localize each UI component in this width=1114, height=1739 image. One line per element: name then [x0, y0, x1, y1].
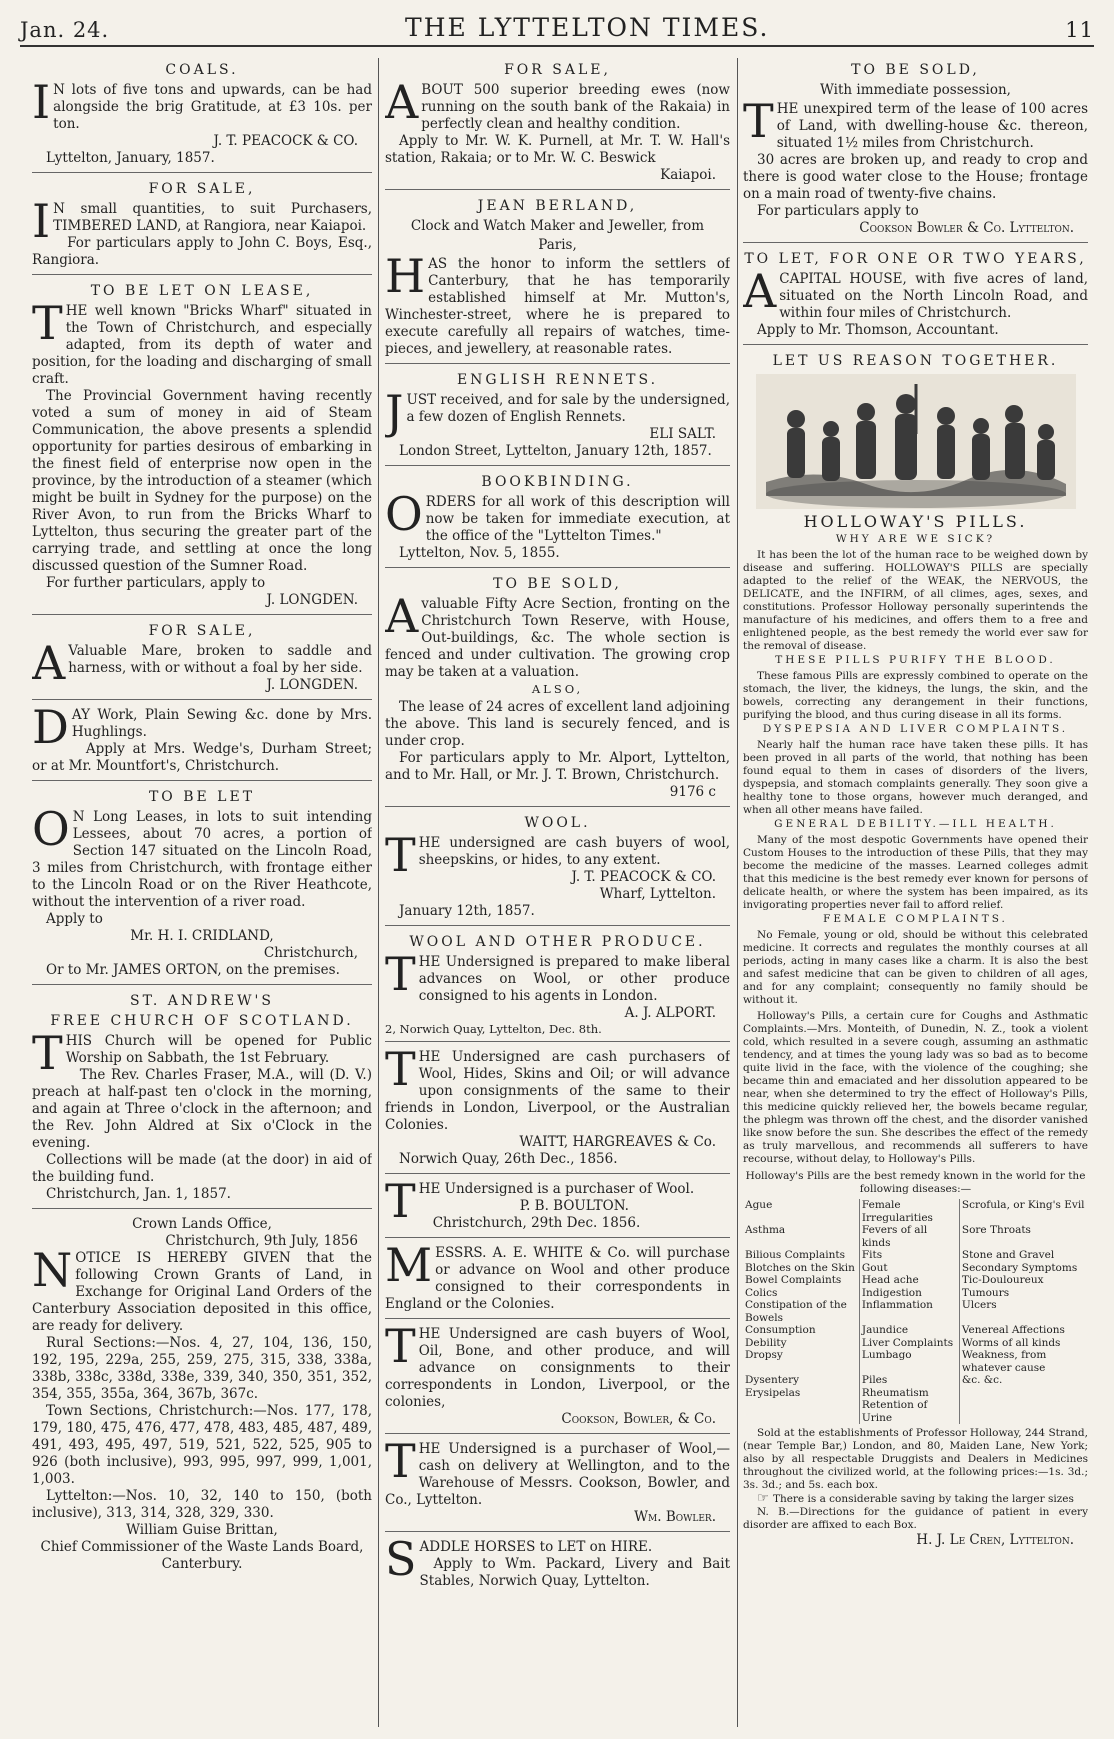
ad-saddle-horses: [385, 1532, 730, 1595]
ad-apply: For particulars apply to John C. Boys, Esq., Rangiora.: [32, 235, 372, 268]
ad-free-church: [32, 989, 372, 1209]
sold-at: Sold at the establishments of Professor Holloway, 244 Strand, (near Temple Bar,) London, and 80, Maiden Lane, New York; also by all respectable Druggists and Dealers in Medicines throughout the civilized world, at the following prices:—1s. 3d.; 3s. 3d.; and 5s. each box.: [743, 1427, 1088, 1491]
drop-cap: D: [32, 700, 69, 754]
drop-cap: M: [385, 1238, 433, 1292]
ad-body: HE unexpired term of the lease of 100 acres of Land, with dwelling-house &c. thereon, situated 1½ miles from Christchurch.: [776, 101, 1088, 151]
pointing-hand-icon: ☞: [757, 1491, 773, 1506]
ad-body-2: The lease of 24 acres of excellent land adjoining the above. This land is securely fenced, and is under crop.: [385, 699, 730, 749]
drop-cap: N: [32, 1243, 73, 1297]
masthead: [20, 6, 1094, 47]
ad-date: Lyttelton, Nov. 5, 1855.: [399, 545, 560, 561]
ad-signature: J. LONGDEN.: [266, 677, 358, 693]
ad-bricks-wharf: [32, 279, 372, 615]
disease-cell: Dysentery: [745, 1374, 800, 1386]
disease-cell: Worms of all kinds: [959, 1337, 1088, 1350]
ad-body-2: The Rev. Charles Fraser, M.A., will (D. V.) preach at half-past ten o'clock in the morning, and again at Three o'clock in the afternoon; and the Rev. John Aldred at Six o'Clock in the evening.: [32, 1067, 372, 1151]
masthead-title: THE LYTTELTON TIMES.: [405, 13, 770, 42]
ad-or: Or to Mr. JAMES ORTON, on the premises.: [46, 962, 340, 978]
page-number: 11: [1065, 18, 1094, 42]
ad-watchmaker: [385, 194, 730, 364]
ad-signature: William Guise Brittan,: [126, 1522, 278, 1538]
disease-row: [743, 1274, 1088, 1287]
ad-date: Christchurch, 9th July, 1856: [165, 1233, 358, 1249]
ad-heading: FOR SALE,: [504, 62, 611, 78]
ad-body: HE Undersigned are cash buyers of Wool, Oil, Bone, and other produce, and will advance on consignments to their correspondents in London, Liverpool, or the colonies,: [385, 1326, 730, 1410]
disease-row: [743, 1262, 1088, 1275]
ad-body: OTICE IS HEREBY GIVEN that the following Crown Grants of Land, in Exchange for Original Land Orders of the Canterbury Association deposited in this office, are ready for delivery.: [32, 1250, 372, 1334]
drop-cap: T: [385, 947, 416, 1001]
ad-apply: Apply to Mr. Thomson, Accountant.: [757, 322, 999, 338]
drop-cap: T: [385, 1042, 416, 1096]
ad-body: AY Work, Plain Sewing &c. done by Mrs. Hughlings.: [71, 707, 372, 740]
disease-cell: Consumption: [745, 1324, 816, 1336]
drop-cap: T: [743, 94, 774, 148]
disease-cell: Weakness, from whatever cause: [959, 1349, 1088, 1374]
masthead-date: Jan. 24.: [20, 18, 110, 42]
ad-body-2: The Provincial Government having recently voted a sum of money in aid of Steam Communication, the above presents a splendid opportunity for parties desirous of embarking in the finest field of enterprise now open in the province, by the introduction of a steamer (which might be built in Sydney for the purpose) on the River Avon, to run from the Bricks Wharf to Lyttelton, thus securing the greater part of the carrying trade, and settling at once the long discussed question of the Sumner Road.: [32, 388, 372, 574]
drop-cap: T: [385, 828, 416, 882]
ad-apply: For particulars apply to: [757, 203, 919, 219]
ad-fifty-acre-section: [385, 572, 730, 807]
ad-holloways-pills: [743, 349, 1088, 1554]
drop-cap: H: [385, 249, 426, 303]
ad-heading: WOOL AND OTHER PRODUCE.: [409, 934, 706, 950]
disease-cell: Dropsy: [745, 1349, 783, 1361]
ad-heading: TO BE LET ON LEASE,: [90, 283, 314, 299]
column-1: [32, 58, 372, 1727]
disease-cell: Lumbago: [859, 1349, 959, 1374]
ad-body: N Long Leases, in lots to suit intending Lessees, about 70 acres, a portion of Section 147 situated on the Lincoln Road, 3 miles from Christchurch, with frontage either to the Lincoln Road or on the River Heathcote, without the intervention of a river road.: [32, 809, 372, 910]
disease-row: [743, 1199, 1088, 1224]
disease-cell: Bowel Complaints: [745, 1274, 842, 1286]
disease-cell: [959, 1387, 1088, 1400]
column-3: [743, 58, 1088, 1727]
ad-title: HOLLOWAY'S PILLS.: [803, 512, 1028, 531]
rural-sections: Rural Sections:—Nos. 4, 27, 104, 136, 150, 192, 195, 229a, 255, 259, 275, 315, 338, 338a, 338b, 338c, 338d, 338e, 339, 340, 350, 351, 352, 354, 355, 355a, 364, 367b, 367c.: [32, 1335, 372, 1402]
ad-waitt-hargreaves: [385, 1042, 730, 1174]
engraving-illustration: [756, 374, 1076, 509]
ad-heading: TO LET, FOR ONE OR TWO YEARS,: [744, 251, 1087, 267]
disease-cell: Sore Throats: [959, 1224, 1088, 1249]
disease-row: [743, 1337, 1088, 1350]
ad-body-2: Apply to Wm. Packard, Livery and Bait Stables, Norwich Quay, Lyttelton.: [419, 1556, 730, 1589]
disease-cell: Tic-Douloureux: [959, 1274, 1088, 1287]
ad-boulton: [385, 1174, 730, 1238]
disease-cell: Tumours: [959, 1287, 1088, 1300]
disease-cell: Indigestion: [859, 1287, 959, 1300]
ad-body: ADDLE HORSES to LET on HIRE.: [419, 1539, 653, 1555]
dyspepsia-body: Nearly half the human race have taken these pills. It has been proved in all parts of the world, that nothing has been found equal to them in cases of disorders of the livers, dyspepsia, and stomach complaints generally. They soon give a healthy tone to those organs, however much deranged, and when all other means have failed.: [743, 739, 1088, 816]
ad-body-2: Apply at Mrs. Wedge's, Durham Street; or at Mr. Mountfort's, Christchurch.: [32, 741, 372, 774]
ad-body: Valuable Mare, broken to saddle and harness, with or without a foal by her side.: [68, 643, 372, 676]
drop-cap: T: [32, 1026, 63, 1080]
drop-cap: T: [385, 1174, 416, 1228]
cough-testimonial: Holloway's Pills, a certain cure for Coughs and Asthmatic Complaints.—Mrs. Monteith, of Dunedin, N. Z., took a violent cold, which resulted in a severe cough, assuming an asthmatic tendency, and at times the young lady was so bad as to become quite livid in the face, with the violence of the coughing; she became thin and emaciated and her dissolution appeared to be near, when she determined to try the effect of Holloway's Pills, this medicine quickly relieved her, the bowels became regular, the phlegm was thrown off the chest, and the disorder vanished like snow before the sun. She describes the effect of the remedy as truly marvellous, and recommends all sufferers to have recourse, without delay, to Holloway's Pills.: [743, 1010, 1088, 1165]
disease-row: [743, 1324, 1088, 1337]
saving-text: There is a considerable saving by taking the larger sizes: [772, 1493, 1074, 1505]
ad-body: HE Undersigned is a purchaser of Wool,—cash on delivery at Wellington, and to the Warehouse of Messrs. Cookson, Bowler, and Co., Lyttelton.: [385, 1441, 730, 1508]
disease-cell: Head ache: [859, 1274, 959, 1287]
disease-cell: Bilious Complaints: [745, 1249, 845, 1261]
ad-heading: WOOL.: [524, 815, 591, 831]
disease-row: [743, 1349, 1088, 1374]
disease-cell: [959, 1399, 1088, 1424]
ad-subheading: Clock and Watch Maker and Jeweller, from: [410, 218, 705, 234]
disease-row: [743, 1387, 1088, 1400]
ad-signature: Wm. Bowler.: [634, 1509, 716, 1525]
ad-heading: TO BE SOLD,: [851, 62, 980, 78]
ad-to-be-let: [32, 785, 372, 985]
ad-subheading: With immediate possession,: [820, 82, 1011, 98]
disease-table: [743, 1199, 1088, 1424]
disease-cell: &c. &c.: [959, 1374, 1088, 1387]
ad-ewes: [385, 58, 730, 190]
purify-body: These famous Pills are expressly combined to operate on the stomach, the liver, the kidneys, the lungs, the skin, and the bowels, correcting any derangement in their functions, purifying the blood, and thus curing disease in all its forms.: [743, 670, 1088, 721]
ad-subheading: FREE CHURCH OF SCOTLAND.: [50, 1013, 354, 1029]
disease-cell: Fits: [859, 1249, 959, 1262]
ad-signature: J. T. PEACOCK & CO.: [213, 133, 358, 149]
ad-date: January 12th, 1857.: [399, 903, 535, 919]
disease-row: [743, 1374, 1088, 1387]
drop-cap: T: [32, 296, 63, 350]
drop-cap: S: [385, 1532, 417, 1586]
disease-cell: Rheumatism: [859, 1387, 959, 1400]
ad-subheading-2: Paris,: [538, 237, 577, 253]
ad-signature: P. B. BOULTON.: [519, 1198, 629, 1214]
ad-wool-produce: [385, 930, 730, 1042]
ad-name: Mr. H. I. CRIDLAND,: [130, 928, 274, 944]
ad-heading: BOOKBINDING.: [481, 474, 634, 490]
ad-signature: WAITT, HARGREAVES & Co.: [519, 1134, 716, 1150]
disease-cell: Gout: [859, 1262, 959, 1275]
disease-cell: Ulcers: [959, 1299, 1088, 1324]
ad-heading: FOR SALE,: [148, 181, 256, 197]
ad-body: HE Undersigned is prepared to make liberal advances on Wool, or other produce consigned to his agents in London.: [418, 954, 730, 1004]
ad-coals: [32, 58, 372, 173]
disease-row: [743, 1299, 1088, 1324]
ad-lease-land: [743, 58, 1088, 243]
ad-place: Christchurch,: [263, 945, 358, 961]
ad-cookson-bowler: [385, 1319, 730, 1434]
disease-cell: [743, 1399, 859, 1424]
ad-bowler: [385, 1434, 730, 1532]
ad-date: London Street, Lyttelton, January 12th, 1857.: [399, 443, 712, 459]
ad-signature: J. T. PEACOCK & CO.: [571, 869, 716, 885]
ad-heading: ST. ANDREW'S: [130, 993, 274, 1009]
ad-heading: TO BE LET: [148, 789, 256, 805]
ad-signature: Cookson, Bowler, & Co.: [561, 1411, 716, 1427]
ad-body: BOUT 500 superior breeding ewes (now running on the south bank of the Rakaia) in perfectly clean and healthy condition.: [421, 82, 730, 132]
ad-body: UST received, and for sale by the undersigned, a few dozen of English Rennets.: [406, 392, 730, 425]
town-sections: Town Sections, Christchurch:—Nos. 177, 178, 179, 180, 475, 476, 477, 478, 483, 485, 487, 489, 491, 493, 495, 497, 519, 521, 522, 525, 905 to 926 (both inclusive), 993, 995, 997, 999, 1,001, 1,003.: [32, 1403, 372, 1487]
why-sick-body: It has been the lot of the human race to be weighed down by disease and suffering. HOLLOWAY'S PILLS are specially adapted to the relief of the WEAK, the NERVOUS, the DELICATE, and the INFIRM, of all climes, ages, sexes, and constitutions. Professor Holloway personally superintends the manufacture of his medicines, and offers them to a free and enlightened people, as the best remedy the world ever saw for the removal of disease.: [743, 549, 1088, 652]
drop-cap: I: [32, 75, 51, 129]
ad-date: Lyttelton, January, 1857.: [46, 150, 215, 166]
ad-address: 2, Norwich Quay, Lyttelton, Dec. 8th.: [385, 1022, 602, 1036]
ad-signature: ELI SALT.: [649, 426, 716, 442]
ad-signature: A. J. ALPORT.: [624, 1005, 716, 1021]
ad-crown-lands: [32, 1213, 372, 1578]
column-2: [385, 58, 730, 1727]
nb-note: N. B.—Directions for the guidance of patient in every disorder are affixed to each Box.: [743, 1506, 1088, 1531]
ad-place: Crown Lands Office,: [132, 1216, 272, 1232]
ad-heading: FOR SALE,: [148, 623, 256, 639]
ad-signature: J. LONGDEN.: [266, 592, 358, 608]
disease-cell: Constipation of the Bowels: [745, 1299, 847, 1324]
disease-cell: Colics: [745, 1286, 778, 1299]
disease-cell: Jaundice: [859, 1324, 959, 1337]
ad-apply: Apply to: [46, 911, 103, 927]
saving-note: [743, 1492, 1088, 1506]
disease-cell: Stone and Gravel: [959, 1249, 1088, 1262]
ad-place: Wharf, Lyttelton.: [599, 886, 716, 902]
ad-body: AS the honor to inform the settlers of Canterbury, that he has temporarily established himself at Mr. Mutton's, Winchester-street, where he is prepared to execute carefully all repairs of watches, time-pieces, and jewellery, at reasonable rates.: [385, 256, 730, 357]
ad-sewing: [32, 700, 372, 781]
disease-row: [743, 1399, 1088, 1424]
column-rule: [737, 58, 738, 1727]
female-body: No Female, young or old, should be without this celebrated medicine. It corrects and regulates the monthly courses at all periods, acting in many cases like a charm. It is also the best and safest medicine that can be given to children of all ages, and for any complaint; consequently no family should be without it.: [743, 929, 1088, 1006]
ad-agent: H. J. Le Cren, Lyttelton.: [916, 1532, 1074, 1548]
ad-capital-house: [743, 247, 1088, 345]
ad-mare: [32, 619, 372, 700]
disease-cell: Scrofula, or King's Evil: [959, 1199, 1088, 1224]
ad-body: HIS Church will be opened for Public Worship on Sabbath, the 1st February.: [65, 1033, 372, 1066]
ad-apply: For further particulars, apply to: [46, 575, 266, 591]
ad-apply: Apply to Mr. W. K. Purnell, at Mr. T. W. Hall's station, Rakaia; or to Mr. W. C. Beswick: [385, 133, 730, 166]
ad-heading: ENGLISH RENNETS.: [456, 372, 659, 388]
ad-also: ALSO,: [531, 682, 584, 696]
ad-body: CAPITAL HOUSE, with five acres of land, situated on the North Lincoln Road, and within four miles of Christchurch.: [779, 271, 1088, 321]
disease-cell: Erysipelas: [745, 1386, 801, 1399]
disease-cell: Debility: [745, 1336, 787, 1349]
ad-body-3: For particulars apply to Mr. Alport, Lyttelton, and to Mr. Hall, or Mr. J. T. Brown, Christchurch.: [385, 750, 730, 783]
disease-cell: Liver Complaints: [859, 1337, 959, 1350]
drop-cap: A: [385, 589, 419, 643]
ad-body-2: 30 acres are broken up, and ready to crop and there is good water close to the House; frontage on a main road of twenty-five chains.: [743, 152, 1088, 202]
drop-cap: A: [743, 264, 777, 318]
disease-cell: Asthma: [745, 1224, 786, 1236]
drop-cap: J: [385, 385, 404, 439]
ad-date: Norwich Quay, 26th Dec., 1856.: [399, 1151, 618, 1167]
ad-date: Christchurch, Jan. 1, 1857.: [46, 1186, 231, 1202]
why-sick-heading: WHY ARE WE SICK?: [835, 533, 996, 545]
ad-body: N lots of five tons and upwards, can be had alongside the brig Gratitude, at £3 10s. per ton.: [53, 82, 372, 132]
disease-cell: Secondary Symptoms: [959, 1262, 1088, 1275]
disease-cell: Female Irregularities: [859, 1199, 959, 1224]
disease-cell: Piles: [859, 1374, 959, 1387]
ad-slogan: LET US REASON TOGETHER.: [772, 353, 1059, 369]
drop-cap: I: [32, 194, 51, 248]
debility-body: Many of the most despotic Governments have opened their Custom Houses to the introduction of these Pills, that they may become the medicine of the masses. Learned colleges admit that this medicine is the best remedy ever known for persons of delicate health, or where the system has been impaired, as its invigorating properties never fail to afford relief.: [743, 834, 1088, 911]
drop-cap: A: [32, 636, 66, 690]
ad-body: HE well known "Bricks Wharf" situated in the Town of Christchurch, and especially adapted, from its depth of water and position, for the loading and discharging of small craft.: [32, 303, 372, 387]
ad-reference: 9176 c: [669, 784, 716, 800]
ad-bookbinding: [385, 470, 730, 568]
disease-cell: Venereal Affections: [959, 1324, 1088, 1337]
disease-cell: Retention of Urine: [859, 1399, 959, 1424]
ad-date: Christchurch, 29th Dec. 1856.: [432, 1215, 641, 1231]
drop-cap: T: [385, 1434, 416, 1488]
ad-heading: TO BE SOLD,: [493, 576, 622, 592]
debility-heading: GENERAL DEBILITY.—ILL HEALTH.: [774, 818, 1057, 830]
ad-body: N small quantities, to suit Purchasers, TIMBERED LAND, at Rangiora, near Kaiapoi.: [53, 201, 372, 234]
ad-timber-land: [32, 177, 372, 275]
disease-row: [743, 1287, 1088, 1300]
ad-white-co: [385, 1238, 730, 1319]
ad-place: Kaiapoi.: [660, 167, 716, 183]
drop-cap: T: [385, 1319, 416, 1373]
disease-cell: Ague: [745, 1199, 773, 1211]
ad-body: HE Undersigned are cash purchasers of Wool, Hides, Skins and Oil; or will advance upon consignments of the same to their friends in London, Liverpool, or the Australian Colonies.: [385, 1049, 730, 1133]
ad-heading: COALS.: [165, 62, 239, 78]
ad-body: ESSRS. A. E. WHITE & Co. will purchase or advance on Wool and other produce consigned to their correspondents in England or the Colonies.: [385, 1245, 730, 1312]
lyttelton-sections: Lyttelton:—Nos. 10, 32, 140 to 150, (both inclusive), 313, 314, 328, 329, 330.: [32, 1488, 372, 1521]
disease-cell: Fevers of all kinds: [859, 1224, 959, 1249]
ad-signature: Cookson Bowler & Co. Lyttelton.: [859, 220, 1074, 236]
ad-signature-title: Chief Commissioner of the Waste Lands Board, Canterbury.: [40, 1539, 364, 1572]
drop-cap: O: [32, 802, 70, 856]
column-rule: [378, 58, 379, 1727]
drop-cap: O: [385, 487, 423, 541]
ad-body: valuable Fifty Acre Section, fronting on the Christchurch Town Reserve, with House, Out-buildings, &c. The whole section is fenced and under cultivation. The growing crop may be taken at a valuation.: [385, 596, 730, 680]
ad-body-3: Collections will be made (at the door) in aid of the building fund.: [32, 1152, 372, 1185]
ad-wool: [385, 811, 730, 926]
disease-table-intro: Holloway's Pills are the best remedy known in the world for the following diseases:—: [745, 1170, 1086, 1195]
female-heading: FEMALE COMPLAINTS.: [823, 913, 1008, 925]
disease-row: [743, 1249, 1088, 1262]
drop-cap: A: [385, 75, 419, 129]
disease-cell: Inflammation: [859, 1299, 959, 1324]
ad-body: HE Undersigned is a purchaser of Wool.: [418, 1181, 695, 1197]
dyspepsia-heading: DYSPEPSIA AND LIVER COMPLAINTS.: [762, 723, 1069, 735]
ad-body: HE undersigned are cash buyers of wool, sheepskins, or hides, to any extent.: [418, 835, 730, 868]
ad-heading: JEAN BERLAND,: [477, 198, 638, 214]
ad-rennets: [385, 368, 730, 466]
disease-cell: Blotches on the Skin: [745, 1261, 855, 1274]
purify-heading: THESE PILLS PURIFY THE BLOOD.: [775, 654, 1056, 666]
ad-body: RDERS for all work of this description will now be taken for immediate execution, at the office of the "Lyttelton Times.": [425, 494, 730, 544]
disease-row: [743, 1224, 1088, 1249]
